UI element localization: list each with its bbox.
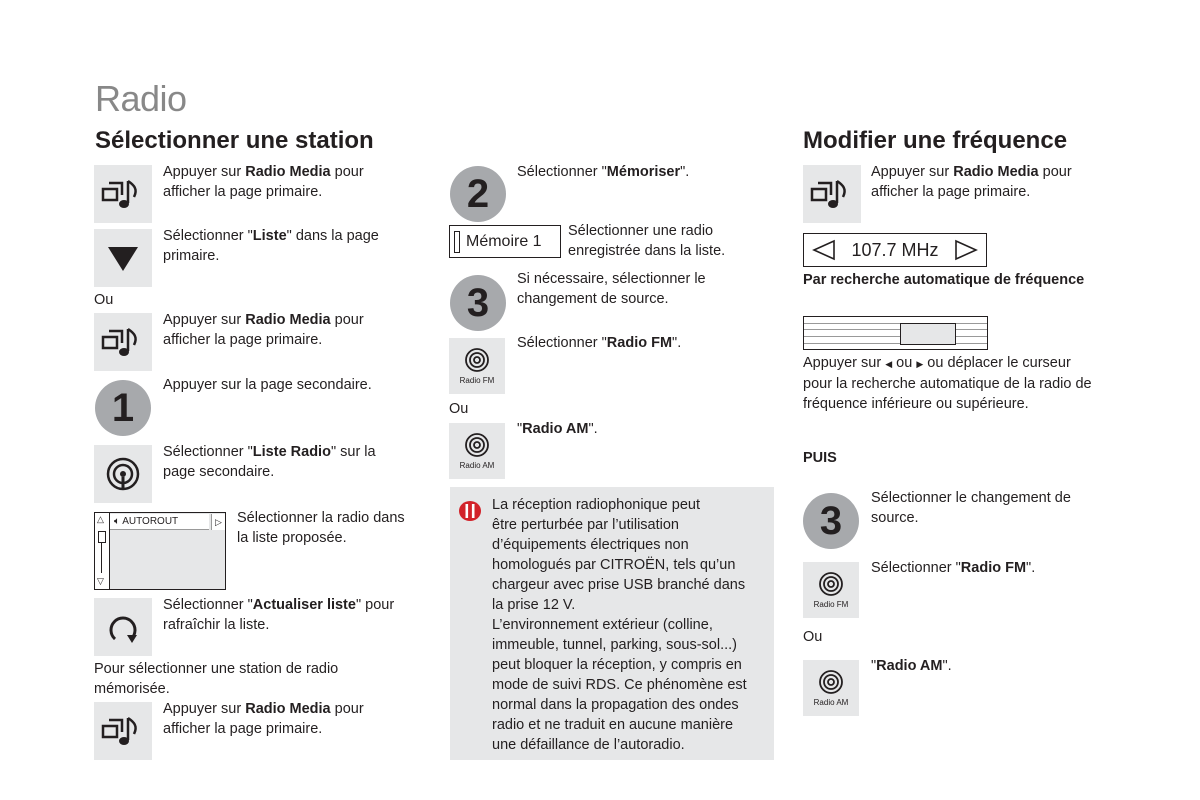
radio-am-icon: Radio AM [449, 423, 505, 479]
step-radio-media-right: Appuyer sur Radio Media pour afficher la page primaire. [871, 164, 1072, 200]
step-number-3: 3 [450, 275, 506, 331]
step-radio-am: "Radio AM". [517, 421, 598, 437]
tune-down-icon [812, 239, 836, 261]
left-section-heading: Sélectionner une station [95, 127, 374, 154]
radio-media-icon [94, 313, 152, 371]
step-select-stored-radio: Sélectionner une radio enregistrée dans la liste. [568, 223, 726, 259]
step-select-station: Sélectionner la radio dans la liste proposée. [237, 510, 405, 546]
step-select-radio-fm-right: Sélectionner "Radio FM". [871, 560, 1036, 576]
warning-icon [458, 500, 482, 527]
step-actualiser: Sélectionner "Actualiser liste" pour rafraîchir la liste. [163, 597, 395, 633]
step-radio-am-right: "Radio AM". [871, 658, 952, 674]
memorised-station-intro: Pour sélectionner une station de radio mémorisée. [94, 661, 339, 697]
step-number-2: 2 [450, 166, 506, 222]
radio-fm-icon: Radio FM [803, 562, 859, 618]
frequency-slider [803, 316, 988, 350]
scroll-down-icon: ▽ [97, 576, 104, 586]
step-change-source-right: Sélectionner le changement de source. [871, 490, 1071, 526]
step-memoriser: Sélectionner "Mémoriser". [517, 164, 690, 180]
scroll-up-icon: △ [97, 514, 104, 524]
radio-media-icon [803, 165, 861, 223]
step-select-radio-fm: Sélectionner "Radio FM". [517, 335, 682, 351]
step-liste-radio: Sélectionner "Liste Radio" sur la page secondaire. [163, 444, 376, 480]
auto-search-text: Appuyer sur ◀ ou ▶ ou déplacer le curseur pour la recherche automatique de la radio de fréquence inférieure ou supérieure. [803, 355, 1092, 412]
step-radio-media-2: Appuyer sur Radio Media pour afficher la page primaire. [163, 312, 364, 348]
ou-label: Ou [803, 629, 823, 645]
list-item-arrow-icon: ▷ [211, 514, 225, 530]
down-triangle-icon [94, 229, 152, 287]
right-section-heading: Modifier une fréquence [803, 127, 1068, 154]
list-item: 🔈︎ AUTOROUT [110, 514, 209, 530]
tune-up-icon [954, 239, 978, 261]
ou-label: Ou [94, 292, 114, 308]
step-number-3: 3 [803, 493, 859, 549]
arrow-left-icon: ◀ [885, 359, 893, 369]
arrow-right-icon: ▶ [916, 359, 924, 369]
preset-marker-icon [454, 231, 460, 253]
warning-text: La réception radiophonique peut être perturbée par l’utilisation d’équipements électriques non homologués par CITROËN, tels qu’un chargeur avec prise USB branché dans la prise 12 V. L’environnement extérieur (colline, immeuble, tunnel, parking, sous-sol...) peut bloquer la réception, y compris en mode de suivi RDS. Ce phénomène est normal dans la propagation des ondes radio et ne traduit en aucune manière une défaillance de l’autoradio. [492, 497, 747, 753]
station-list-mockup [94, 512, 226, 590]
radio-list-icon [94, 445, 152, 503]
step-radio-media-3: Appuyer sur Radio Media pour afficher la page primaire. [163, 701, 364, 737]
refresh-icon [94, 598, 152, 656]
step-secondary-page: Appuyer sur la page secondaire. [163, 377, 372, 393]
list-scrollbar [95, 513, 110, 589]
step-change-source: Si nécessaire, sélectionner le changement de source. [517, 271, 706, 307]
step-number-1: 1 [95, 380, 151, 436]
slider-thumb [900, 323, 956, 345]
frequency-display [803, 233, 987, 267]
auto-search-subheading: Par recherche automatique de fréquence [803, 272, 1085, 288]
radio-media-icon [94, 702, 152, 760]
page-title: Radio [95, 78, 187, 119]
step-select-liste: Sélectionner "Liste" dans la page primaire. [163, 228, 379, 264]
speaker-icon: 🔈︎ [114, 516, 120, 527]
radio-am-icon: Radio AM [803, 660, 859, 716]
puis-label: PUIS [803, 450, 837, 466]
ou-label: Ou [449, 401, 469, 417]
step-radio-media-1: Appuyer sur Radio Media pour afficher la page primaire. [163, 164, 364, 200]
frequency-value: 107.7 MHz [851, 239, 939, 260]
radio-media-icon [94, 165, 152, 223]
memoire-1-button: Mémoire 1 [449, 225, 561, 258]
radio-fm-icon: Radio FM [449, 338, 505, 394]
warning-note-box [450, 487, 774, 760]
